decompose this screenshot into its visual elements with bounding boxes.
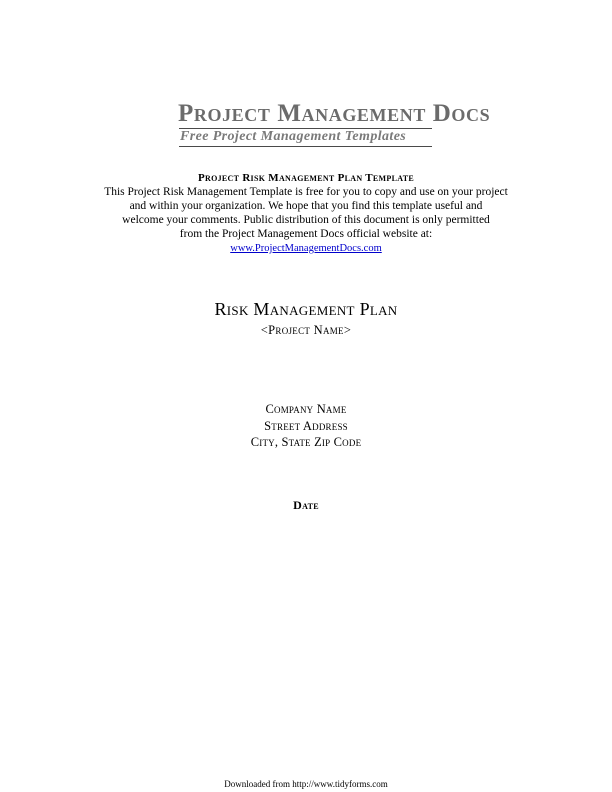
company-address-block [0, 401, 612, 451]
notice-line: welcome your comments. Public distribution of this document is only permitted [122, 214, 490, 226]
logo-divider-bottom [179, 146, 432, 147]
logo-subtitle: Free Project Management Templates [180, 129, 407, 144]
notice-title: Project Risk Management Plan Template [198, 172, 414, 184]
download-footer: Downloaded from http://www.tidyforms.com [224, 779, 388, 789]
notice-line: from the Project Management Docs official website at: [179, 228, 433, 240]
document-title: Risk Management Plan [214, 299, 398, 319]
company-name: Company Name [265, 402, 347, 416]
notice-line: and within your organization. We hope that you find this template useful and [129, 200, 483, 212]
project-name: <Project Name> [260, 323, 352, 337]
street-address: Street Address [264, 418, 348, 433]
logo-title: Project Management Docs [178, 100, 491, 127]
template-notice [80, 171, 532, 256]
website-link[interactable]: www.ProjectManagementDocs.com [230, 243, 382, 254]
city-state-zip: City, State Zip Code [250, 435, 362, 449]
company-logo [178, 100, 491, 150]
date-field: Date [293, 498, 319, 512]
notice-line: This Project Risk Management Template is free for you to copy and use on your project [104, 186, 508, 198]
